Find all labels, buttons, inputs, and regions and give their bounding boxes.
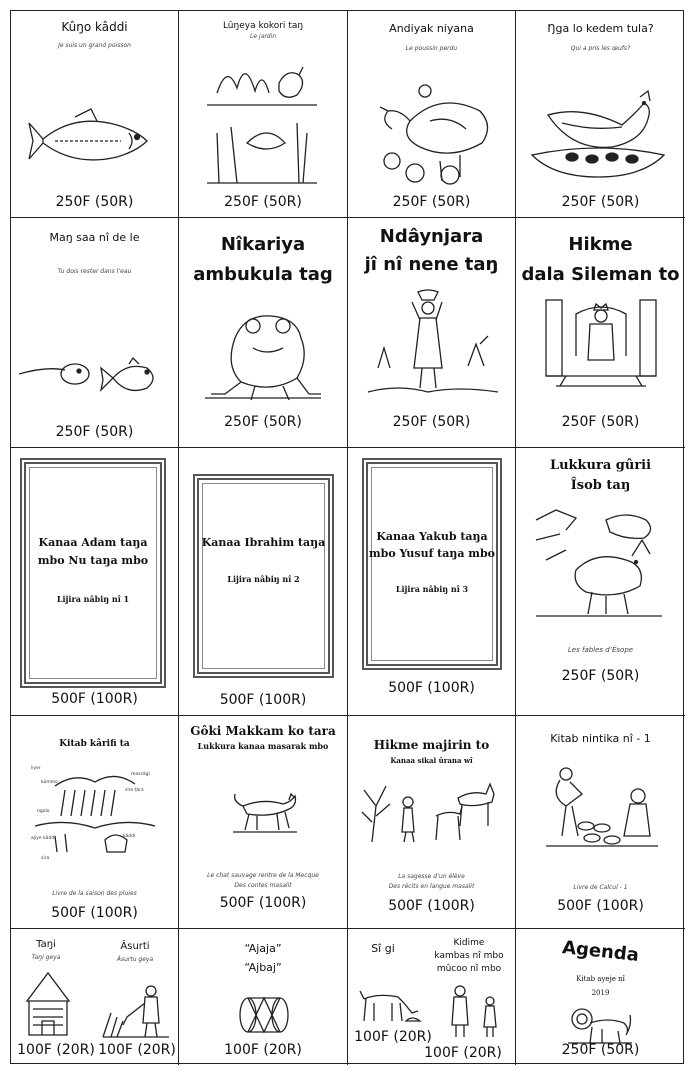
book-price-b: 100F (20R) (424, 1045, 502, 1061)
book-title-a: Sî gi (371, 942, 395, 955)
garden-hen-icon (207, 43, 317, 193)
book-subtitle: Les fables d’Ésope (567, 646, 634, 654)
book-price: 250F (50R) (392, 414, 471, 430)
diagram-label: kâddi (123, 834, 136, 839)
book-title-line2: jî nî nene taŋ (364, 254, 499, 275)
book-card-17[interactable] (11, 929, 179, 1065)
book-price: 500F (100R) (51, 905, 138, 921)
goats-tree-icon (362, 776, 498, 844)
book-price: 500F (100R) (557, 898, 644, 914)
hen-nest-icon (532, 85, 664, 185)
diagram-label: kûmmo (41, 780, 58, 785)
book-volume: Lijira nâbiŋ nî 3 (395, 584, 469, 594)
book-price: 500F (100R) (388, 898, 475, 914)
book-title-b-line1: Kidime (453, 938, 485, 948)
book-price: 250F (50R) (561, 194, 640, 210)
book-price: 250F (50R) (561, 1042, 640, 1058)
book-card-5[interactable] (11, 218, 179, 448)
book-card-3[interactable] (348, 11, 516, 218)
book-price: 250F (50R) (392, 194, 471, 210)
book-title-line2: mbo Nu taŋa mbo (37, 554, 149, 567)
book-subtitle: Le jardin (249, 33, 277, 40)
book-title: Ŋga lo kedem tula? (547, 22, 654, 35)
book-volume: Lijira nâbiŋ nî 2 (227, 574, 300, 584)
ornamental-frame (20, 458, 166, 688)
book-title-line2: dala Sileman to (521, 264, 680, 285)
two-people-icon (448, 985, 504, 1041)
book-title-b-line3: mûcoo nî mbo (436, 964, 502, 974)
fish-icon (35, 111, 155, 171)
book-title: Agenda (561, 937, 640, 966)
ornamental-frame (362, 458, 502, 670)
book-title: Lûŋeya kokori taŋ (222, 21, 304, 31)
book-title-line1: Kanaa Yakub taŋa (376, 530, 488, 543)
book-card-8[interactable] (516, 218, 685, 448)
book-title-line1: Lukkura gûrii (549, 458, 652, 473)
king-throne-icon (546, 300, 656, 390)
book-card-4[interactable] (516, 11, 685, 218)
book-subtitle: Le poussin perdu (405, 45, 458, 52)
book-price-a: 100F (20R) (354, 1029, 432, 1045)
book-title: Kûŋo kâddi (61, 20, 128, 34)
book-title-line1: Nîkariya (220, 234, 306, 255)
book-title-line2: ambukula tag (193, 264, 333, 285)
book-title-secondary: Kanaa sikal ûrana wî (390, 756, 473, 765)
book-title-line2: mbo Yusuf taŋa mbo (369, 547, 495, 560)
book-card-14[interactable] (179, 716, 348, 929)
book-subtitle-2: Des récits en langue masalit (388, 883, 475, 890)
book-volume: Lijira nâbiŋ nî 1 (56, 594, 130, 604)
book-price: 250F (50R) (55, 194, 134, 210)
man-farming-icon (103, 983, 169, 1039)
book-subtitle: Tu dois rester dans l’eau (57, 268, 132, 275)
book-price: 250F (50R) (55, 424, 134, 440)
book-card-2[interactable] (179, 11, 348, 218)
book-title-line2: Îsob taŋ (570, 478, 631, 493)
book-year: 2019 (591, 989, 610, 997)
book-price: 250F (50R) (561, 414, 640, 430)
book-price: 500F (100R) (51, 691, 138, 707)
book-title-line1: Kanaa Adam taŋa (38, 536, 148, 549)
diagram-label: ajiye kâddi (31, 836, 56, 841)
diagram-label: sira (41, 856, 50, 861)
book-title: Gôki Makkam ko tara (190, 724, 336, 738)
diagram-label: ngolo (37, 809, 50, 814)
book-card-11[interactable] (348, 448, 516, 716)
book-price: 500F (100R) (219, 895, 307, 911)
book-title-a: Taŋi (36, 939, 56, 950)
ornamental-frame (193, 474, 334, 678)
book-card-7[interactable] (348, 218, 516, 448)
book-title: Kitab nintika nî - 1 (550, 732, 651, 745)
book-card-20[interactable] (516, 929, 685, 1065)
hut-icon (25, 973, 71, 1037)
book-price: 500F (100R) (219, 692, 307, 708)
book-title: Kitab kârifi ta (59, 739, 130, 749)
diagram-label: sîre târa (125, 788, 144, 793)
book-card-18[interactable] (179, 929, 348, 1065)
book-price: 250F (50R) (224, 194, 302, 210)
book-title-secondary: Lukkura kanaa masarak mbo (197, 741, 329, 751)
book-title-line1: Ndâynjara (379, 226, 484, 247)
book-subtitle-2: Des contes masalit (234, 882, 292, 889)
book-title-line1: Hikme (568, 234, 633, 255)
book-subtitle-1: La sagesse d’un élève (398, 873, 465, 880)
book-card-6[interactable] (179, 218, 348, 448)
book-card-16[interactable] (516, 716, 685, 929)
book-catalog-grid (10, 10, 684, 1064)
book-title-b-line2: kambas nî mbo (434, 951, 504, 961)
book-card-9[interactable] (11, 448, 179, 716)
woman-basket-icon (368, 288, 498, 398)
book-card-15[interactable] (348, 716, 516, 929)
fable-animals-icon (536, 510, 662, 620)
frog-icon (205, 308, 321, 403)
book-title-line2: “Ajbaj” (244, 961, 282, 974)
book-price-a: 100F (20R) (17, 1042, 95, 1058)
book-price: 250F (50R) (561, 668, 640, 684)
lion-icon (568, 1005, 632, 1045)
book-card-1[interactable] (11, 11, 179, 218)
goat-eating-icon (358, 985, 422, 1025)
book-subtitle-1: Le chat sauvage rentre de la Mecque (207, 872, 319, 879)
book-title: Maŋ saa nî de le (49, 231, 140, 244)
book-title-b: Âsurti (120, 941, 150, 952)
book-subtitle: Kitab ayeje nî (576, 975, 625, 983)
book-card-10[interactable] (179, 448, 348, 716)
hen-chicks-icon (370, 81, 500, 186)
book-title: Hikme majirin to (373, 738, 490, 752)
book-card-12[interactable] (516, 448, 685, 716)
book-subtitle: Livre de la saison des pluies (52, 890, 137, 897)
market-woman-icon (546, 766, 658, 852)
book-subtitle: Qui a pris les œufs? (570, 45, 631, 52)
book-subtitle: Livre de Calcul - 1 (573, 884, 628, 891)
book-card-19[interactable] (348, 929, 516, 1065)
book-subtitle-a: Taŋi geya (31, 954, 61, 961)
book-subtitle: Je suis un grand poisson (58, 42, 131, 49)
book-subtitle-b: Âsurtu geya (116, 956, 154, 963)
book-card-13[interactable] (11, 716, 179, 929)
diagram-label: massâgi (131, 772, 150, 777)
tadpole-fish-icon (17, 358, 167, 403)
book-title: Kanaa Ibrahim taŋa (201, 536, 326, 549)
book-price-b: 100F (20R) (98, 1042, 176, 1058)
book-title: Andiyak niyana (389, 22, 474, 35)
book-price: 250F (50R) (224, 414, 302, 430)
diagram-label: liyer (31, 766, 41, 771)
book-title-line1: “Ajaja” (244, 942, 282, 955)
drum-icon (239, 995, 289, 1035)
wildcat-icon (233, 792, 297, 834)
book-price: 500F (100R) (388, 680, 475, 696)
book-price: 100F (20R) (224, 1042, 302, 1058)
